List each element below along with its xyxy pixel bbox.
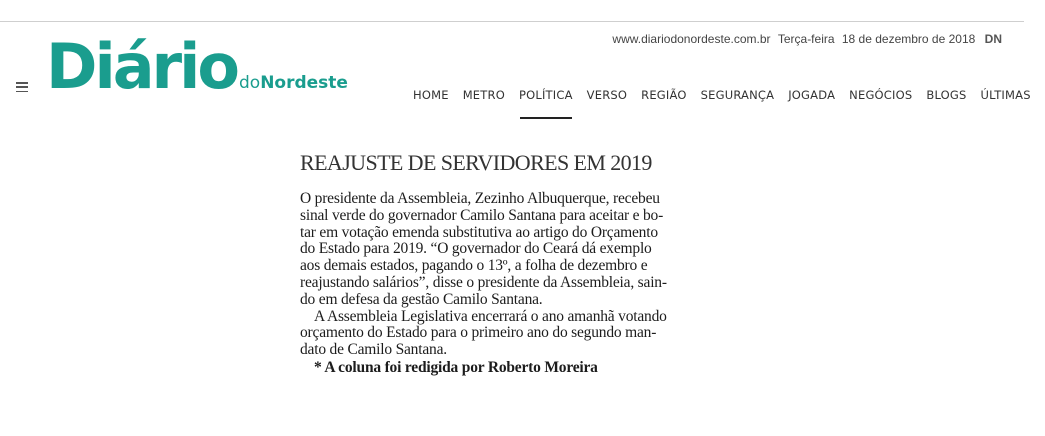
article-body (300, 191, 720, 377)
logo-main: Diário (46, 30, 237, 103)
article-line: do Estado para 2019. “O governador do Ceará dá exemplo (300, 240, 652, 258)
main-nav (413, 88, 1045, 102)
top-bar (608, 32, 1002, 46)
top-divider (0, 21, 1024, 22)
article-line: sinal verde do governador Camilo Santana para aceitar e bo- (300, 206, 664, 224)
logo-sub (239, 73, 348, 93)
article-line: orçamento do Estado para o primeiro ano do segundo man- (300, 324, 657, 342)
nav-item-blogs[interactable]: BLOGS (926, 88, 967, 102)
nav-item-ultimas[interactable]: ÚLTIMAS (980, 88, 1031, 102)
article-line: aos demais estados, pagando o 13º, a folha de dezembro e (300, 257, 648, 275)
nav-item-metro[interactable]: METRO (462, 88, 505, 102)
nav-item-seguranca[interactable]: SEGURANÇA (700, 88, 775, 102)
weekday: Terça-feira (777, 32, 835, 46)
article-line: do em defesa da gestão Camilo Santana. (300, 290, 543, 308)
logo-sub-prefix: do (238, 73, 261, 93)
logo-sub-name: Nordeste (260, 73, 348, 93)
article-headline: REAJUSTE DE SERVIDORES EM 2019 (300, 150, 652, 175)
article-line: dato de Camilo Santana. (300, 341, 447, 359)
article-line: tar em votação emenda substitutiva ao artigo do Orçamento (300, 223, 658, 241)
nav-item-negocios[interactable]: NEGÓCIOS (849, 88, 913, 102)
article (300, 150, 720, 377)
dn-badge: DN (984, 32, 1002, 46)
nav-item-verso[interactable]: VERSO (586, 88, 628, 102)
article-credit: * A coluna foi redigida por Roberto Moreira (314, 358, 598, 376)
site-domain[interactable]: www.diariodonordeste.com.br (612, 32, 771, 46)
nav-item-jogada[interactable]: JOGADA (788, 88, 836, 102)
nav-item-home[interactable]: HOME (413, 88, 449, 102)
article-line: O presidente da Assembleia, Zezinho Albuquerque, recebeu (300, 190, 660, 207)
article-line: reajustando salários”, disse o presidente da Assembleia, sain- (300, 273, 667, 291)
nav-item-politica[interactable]: POLÍTICA (518, 88, 573, 102)
hamburger-menu-icon[interactable] (16, 82, 28, 92)
nav-item-regiao[interactable]: REGIÃO (641, 88, 687, 102)
article-line: A Assembleia Legislativa encerrará o ano amanhã votando (314, 307, 667, 325)
site-logo[interactable] (46, 30, 348, 103)
date: 18 de dezembro de 2018 (841, 32, 976, 46)
